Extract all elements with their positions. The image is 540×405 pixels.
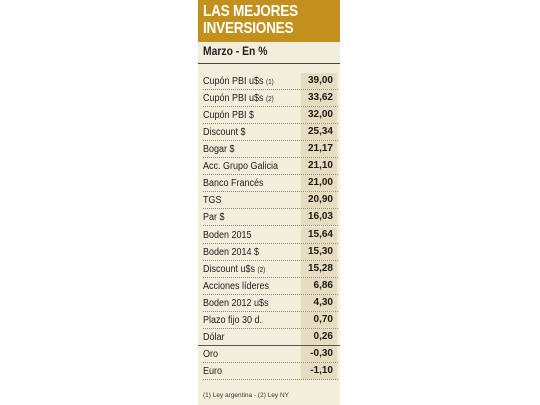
row-label [203,125,246,140]
row-label-text: Oro [203,348,219,360]
subtitle-divider [198,63,340,64]
row-value: 15,64 [301,227,337,243]
row-label [203,91,274,107]
page-title-line-1: LAS MEJORES [203,3,298,20]
table-row [198,158,340,175]
row-label [203,210,225,225]
row-label [203,347,218,362]
row-label [203,364,222,379]
row-label [203,159,278,174]
row-label [203,330,225,345]
row-label-text: Boden 2014 $ [203,246,260,258]
table-row [198,244,340,261]
row-label-text: Cupón PBI $ [203,110,255,122]
row-value: 32,00 [301,107,337,123]
row-label [203,313,262,328]
table-row [198,124,340,141]
row-label-text: Discount $ [203,127,246,139]
table-row [198,261,340,278]
title-box [198,0,340,42]
row-label-text: Boden 2012 u$s [203,297,269,309]
row-label-text: Discount u$s [203,263,256,275]
row-label [203,74,274,90]
row-value: 15,30 [301,244,337,260]
table-row [198,141,340,158]
row-label-text: Acciones líderes [203,280,270,292]
table-row [198,192,340,209]
table-row [198,90,340,107]
row-note: (2) [257,266,266,274]
row-label [203,296,269,311]
row-value: 21,00 [301,175,337,191]
table-row [198,209,340,226]
zero-divider [198,345,340,346]
row-label [203,176,264,191]
table-row [198,312,340,329]
row-value: 0,26 [301,329,337,345]
row-label-text: Par $ [203,212,225,224]
row-value: -1,10 [301,363,337,379]
row-label [203,142,235,157]
row-value: 39,00 [301,73,337,89]
row-note: (2) [266,96,274,103]
row-note: (1) [266,79,274,86]
table-row [198,73,340,90]
row-label-text: Dólar [203,331,225,343]
row-value: 4,30 [301,295,337,311]
row-value: 15,28 [301,261,337,277]
row-label [203,245,259,260]
row-label-text: Bogar $ [203,144,235,156]
page-title-line-2: INVERSIONES [203,20,294,37]
row-label-text: Boden 2015 [203,229,252,241]
row-value: 6,86 [301,278,337,294]
row-value: 16,03 [301,209,337,225]
table-row [198,278,340,295]
row-value: 25,34 [301,124,337,140]
row-label-text: Cupón PBI u$s [203,76,264,87]
row-label-text: TGS [203,195,222,207]
row-label-text: Cupón PBI u$s [203,93,264,104]
row-label [203,228,252,243]
row-label-text: Plazo fijo 30 d. [203,314,263,326]
row-label [203,108,254,123]
footnote: (1) Ley argentina - (2) Ley NY [203,392,289,399]
row-separator [203,379,338,380]
row-label [203,279,269,294]
subtitle: Marzo - En % [203,46,268,58]
row-label-text: Acc. Grupo Galicia [203,161,279,173]
row-value: 21,10 [301,158,337,174]
table-row [198,329,340,346]
table-row [198,346,340,363]
table-row [198,107,340,124]
row-value: -0,30 [301,346,337,362]
row-label-text: Euro [203,365,223,377]
row-label [203,193,222,208]
row-label [203,262,265,278]
row-value: 21,17 [301,141,337,157]
table-row [198,175,340,192]
row-value: 0,70 [301,312,337,328]
table-row [198,295,340,312]
row-label-text: Banco Francés [203,178,264,190]
table-row [198,363,340,380]
row-value: 33,62 [301,90,337,106]
row-value: 20,90 [301,192,337,208]
table-row [198,227,340,244]
